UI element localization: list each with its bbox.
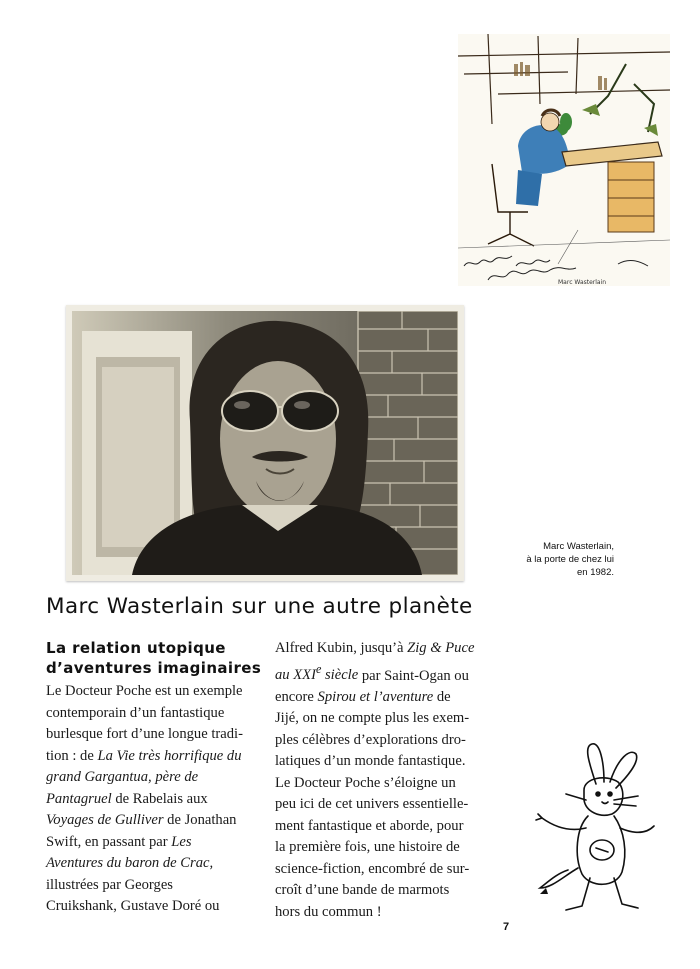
portrait-photo [72, 311, 458, 575]
book-title: Les [171, 833, 192, 850]
caption-line: à la porte de chez lui [526, 554, 614, 565]
photo-frame [66, 305, 464, 581]
subheading-line: d’aventures imaginaires [46, 659, 262, 677]
text-line: ples célèbres d’explorations dro- [275, 731, 466, 748]
book-title: grand Gargantua, père de [46, 769, 199, 785]
text-line: illustrées par Georges [46, 876, 173, 893]
text-line: Jijé, on ne compte plus les exem- [275, 710, 470, 727]
caption-line: Marc Wasterlain, [543, 541, 614, 552]
text-line [46, 767, 266, 789]
book-title: Spirou et l’aventure [317, 688, 434, 705]
text-run: Swift, en passant par [46, 833, 172, 850]
text-run: de Jonathan [163, 812, 237, 828]
rabbit-character-drawing [526, 738, 666, 918]
text-line: latiques d’un monde fantastique. [275, 753, 466, 770]
left-column-body [46, 681, 266, 918]
text-run: de Rabelais aux [111, 790, 208, 807]
text-run: par Saint-Ogan ou [358, 667, 469, 684]
text-run: siècle [321, 667, 359, 684]
book-title: La Vie très horrifique du [97, 747, 242, 764]
text-column-right [275, 638, 499, 923]
book-title: Pantagruel [46, 790, 112, 807]
book-title: Voyages de Gulliver [46, 812, 164, 828]
text-line: ment fantastique et aborde, pour [275, 817, 464, 834]
text-line: Le Docteur Poche est un exemple [46, 683, 243, 699]
text-line: la première fois, une histoire de [275, 839, 460, 856]
photo-caption [494, 540, 614, 579]
text-line [275, 660, 499, 687]
text-column-left [46, 638, 266, 918]
article-title: Marc Wasterlain sur une autre planète [46, 594, 473, 619]
text-run: tion : de [46, 747, 98, 764]
artist-studio-sketch [458, 34, 670, 286]
book-title [275, 662, 359, 684]
text-line [275, 687, 499, 709]
text-line [46, 789, 266, 811]
superscript: e [315, 662, 322, 677]
text-line [46, 832, 266, 854]
text-line [46, 746, 266, 768]
text-line: contemporain d’un fantastique [46, 704, 225, 721]
text-line [46, 810, 266, 832]
book-title: Aventures du baron de Crac, [46, 855, 214, 871]
text-line: Le Docteur Poche s’éloigne un [275, 774, 456, 791]
text-line: science-fiction, encombré de sur- [275, 860, 470, 877]
page-number: 7 [503, 921, 510, 933]
text-run: de [433, 688, 451, 705]
text-line: peu ici de cet univers essentielle- [275, 796, 469, 813]
article-subheading [46, 638, 266, 678]
text-run: au XXI [275, 667, 316, 684]
text-line [46, 853, 266, 875]
subheading-line: La relation utopique [46, 639, 226, 657]
text-line: hors du commun ! [275, 903, 382, 920]
text-run: encore [275, 688, 318, 705]
text-run: Alfred Kubin, jusqu’à [275, 640, 408, 656]
sketch-signature-text: Marc Wasterlain [558, 279, 607, 286]
text-line: Cruikshank, Gustave Doré ou [46, 898, 220, 914]
text-line: croît d’une bande de marmots [275, 882, 450, 899]
text-line [275, 638, 499, 660]
text-line: burlesque fort d’une longue tradi- [46, 726, 243, 742]
book-title: Zig & Puce [407, 640, 475, 656]
caption-line: en 1982. [577, 567, 614, 578]
